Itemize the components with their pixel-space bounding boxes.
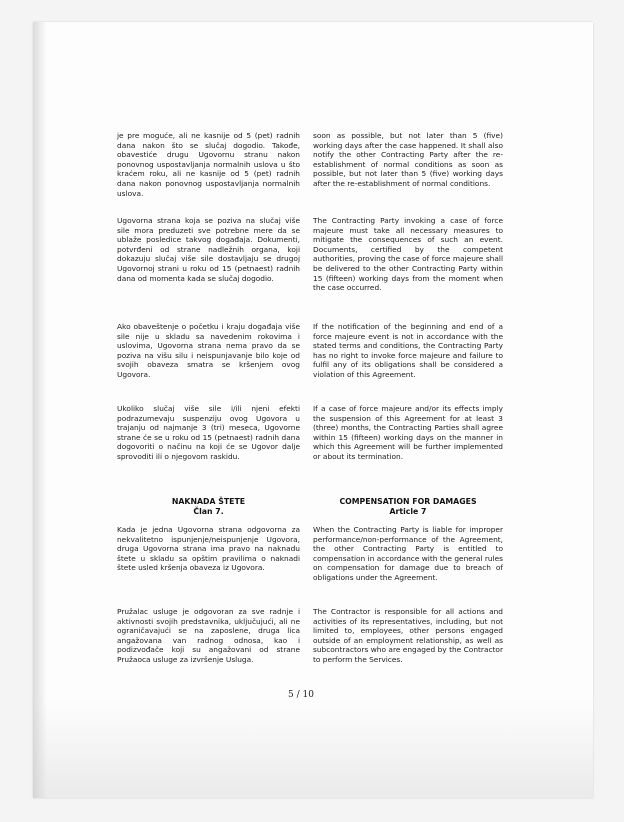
sr-section-title: NAKNADA ŠTETE <box>171 497 246 506</box>
sr-article-number: Član 7. <box>193 507 224 516</box>
en-article-number: Article 7 <box>389 507 427 516</box>
en-paragraph-2: The Contracting Party invoking a case of force majeure must take all necessary measures to mitigate the consequences of such an event. Documents, certified by the competent authorities, proving the case of force majeure shall be delivered to the other Contracting Party within 15 (fifteen) working days from the moment when the case occurred. <box>313 216 503 293</box>
en-paragraph-6: The Contractor is responsible for all actions and activities of its representatives, including, but not limited to, employees, other persons engaged outside of an employment relationship, as well as subcontractors who are engaged by the Contractor to perform the Services. <box>313 607 503 664</box>
scan-shadow <box>33 700 593 798</box>
en-paragraph-3: If the notification of the beginning and end of a force majeure event is not in accordance with the stated terms and conditions, the Contracting Party has no right to invoke force majeure and failure to fulfil any of its obligations shall be considered a violation of this Agreement. <box>313 322 503 379</box>
sr-paragraph-5: Kada je jedna Ugovorna strana odgovorna za nekvalitetno ispunjenje/neispunjenje Ugovora, druga Ugovorna strana ima pravo na naknadu štete u skladu sa opštim pravilima o naknadi štete usled kršenja obaveza iz Ugovora. <box>117 525 300 573</box>
sr-paragraph-2: Ugovorna strana koja se poziva na slučaj više sile mora preduzeti sve potrebne mere da se ublaže posledice takvog događaja. Dokumenti, potvrđeni od strane nadležnih organa, koji dokazuju slučaj više sile dostavljaju se drugoj Ugovornoj strani u roku od 15 (petnaest) radnih dana od momenta kada se slučaj dogodio. <box>117 216 300 283</box>
en-paragraph-5: When the Contracting Party is liable for improper performance/non-performance of the Agreement, the other Contracting Party is entitled to compensation in accordance with the general rules on compensation for damage due to breach of obligations under the Agreement. <box>313 525 503 582</box>
sr-paragraph-3: Ako obaveštenje o početku i kraju događaja više sile nije u skladu sa navedenim rokovima i uslovima, Ugovorna strana nema pravo da se poziva na višu silu i neispunjavanje bilo koje od svojih obaveza smatra se kršenjem ovog Ugovora. <box>117 322 300 379</box>
page-number: 5 / 10 <box>288 690 314 700</box>
en-paragraph-4: If a case of force majeure and/or its effects imply the suspension of this Agreement for at least 3 (three) months, the Contracting Parties shall agree within 15 (fifteen) working days on the manner in which this Agreement will be further implemented or about its termination. <box>313 404 503 461</box>
en-section-title: COMPENSATION FOR DAMAGES <box>339 497 477 506</box>
sr-paragraph-6: Pružalac usluge je odgovoran za sve radnje i aktivnosti svojih predstavnika, uključujući, ali ne ograničavajući se na zaposlene, druga lica angažovana van radnog odnosa, kao i podizvođače koji su angažovani od strane Pružaoca usluge za izvršenje Usluga. <box>117 607 300 664</box>
page-edge-shadow <box>33 22 47 798</box>
en-paragraph-1: soon as possible, but not later than 5 (five) working days after the case happened. It shall also notify the other Contracting Party after the re-establishment of normal conditions as soon as possible, but not later than 5 (five) working days after the re-establishment of normal conditions. <box>313 131 503 188</box>
sr-paragraph-4: Ukoliko slučaj više sile i/ili njeni efekti podrazumevaju suspenziju ovog Ugovora u trajanju od najmanje 3 (tri) meseca, Ugovorne strane će se u roku od 15 (petnaest) radnih dana dogovoriti o načinu na koji će se Ugovor dalje sprovoditi ili o njegovom raskidu. <box>117 404 300 461</box>
sr-paragraph-1: je pre moguće, ali ne kasnije od 5 (pet) radnih dana nakon što se slučaj dogodio. Takođe, obavestiće drugu Ugovornu stranu nakon ponovnog uspostavljanja normalnih uslova u što kraćem roku, ali ne kasnije od 5 (pet) radnih dana nakon ponovnog uspostavljanja normalnih uslova. <box>117 131 300 198</box>
